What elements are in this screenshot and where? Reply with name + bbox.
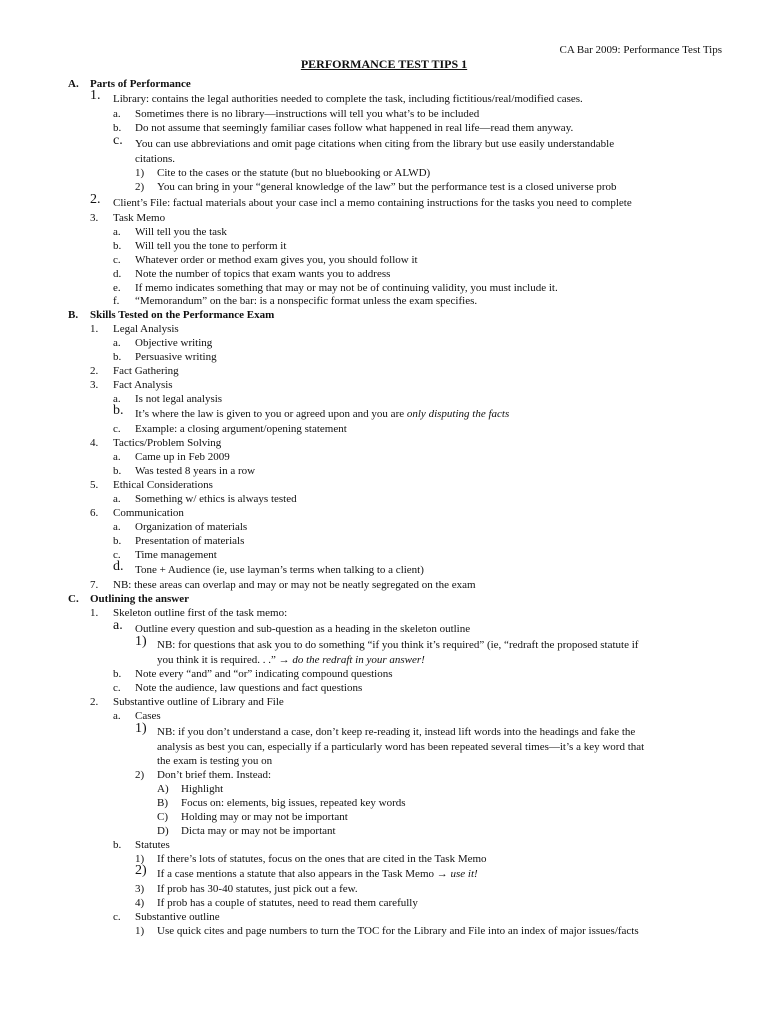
item-text <box>135 240 286 252</box>
item-text <box>135 254 418 266</box>
item-text <box>135 351 217 363</box>
item-text-plain: It’s where the law is given to you or agreed upon and you are <box>135 408 407 420</box>
item-marker: b. <box>113 122 122 134</box>
item-marker: 3. <box>90 212 99 224</box>
item-marker: c. <box>113 911 121 923</box>
item-text-plain: Note the number of topics that exam wants you to address <box>135 268 391 280</box>
item-text-italic: only disputing the facts <box>406 408 510 420</box>
item-marker: c. <box>113 682 121 694</box>
item-text-plain: “Memorandum” on the bar: is a nonspecific format unless the exam specifies. <box>135 295 478 307</box>
item-text-plain: If memo indicates something that may or may not be of continuing validity, you must include it. <box>135 282 558 294</box>
item-text <box>113 197 632 209</box>
item-text-plain: Whatever order or method exam gives you, you should follow it <box>135 254 418 266</box>
item-text <box>157 726 635 738</box>
item-text <box>113 365 179 377</box>
item-marker: b. <box>113 839 122 851</box>
item-marker: 1. <box>90 323 99 335</box>
item-text-plain: Organization of materials <box>135 521 248 533</box>
item-text <box>135 122 573 134</box>
item-text-plain: Dicta may or may not be important <box>181 825 336 837</box>
item-text-plain: Legal Analysis <box>113 323 179 335</box>
item-text <box>113 579 476 591</box>
item-text-plain: Parts of Performance <box>90 78 191 90</box>
item-text <box>135 549 217 561</box>
item-text-plain: You can use abbreviations and omit page citations when citing from the library but use easily understandable <box>135 138 615 150</box>
item-text <box>135 423 347 435</box>
item-text <box>135 268 390 280</box>
item-marker: 1) <box>135 634 147 649</box>
item-text <box>113 93 583 105</box>
item-marker: d. <box>113 559 124 574</box>
item-text-plain: Tactics/Problem Solving <box>113 437 222 449</box>
item-marker: 2) <box>135 769 145 781</box>
item-text-plain: Use quick cites and page numbers to turn the TOC for the Library and File into an index of major issues/facts <box>157 925 639 937</box>
item-text <box>135 138 614 150</box>
item-text <box>113 323 179 335</box>
item-text-plain: If there’s lots of statutes, focus on the ones that are cited in the Task Memo <box>157 853 487 865</box>
item-text-italic: do the redraft in your answer! <box>292 654 425 666</box>
item-text-plain: Will tell you the task <box>135 226 227 238</box>
item-marker: 5. <box>90 479 99 491</box>
item-marker: a. <box>113 493 121 505</box>
item-marker: 2) <box>135 181 145 193</box>
item-marker: a. <box>113 451 121 463</box>
item-text-plain: citations. <box>135 153 176 165</box>
item-text <box>135 668 393 680</box>
item-marker: 1) <box>135 925 145 937</box>
item-marker: a. <box>113 108 121 120</box>
item-marker: 2) <box>135 863 147 878</box>
item-marker: c. <box>113 549 121 561</box>
item-text <box>135 226 227 238</box>
item-text <box>181 825 336 837</box>
item-text-plain: Time management <box>135 549 217 561</box>
item-text <box>157 181 617 193</box>
item-text <box>157 639 638 651</box>
item-text <box>135 465 255 477</box>
item-marker: 1) <box>135 721 147 736</box>
item-text-plain: Sometimes there is no library—instructions will tell you what’s to be included <box>135 108 480 120</box>
item-marker: 2. <box>90 365 99 377</box>
item-text-plain: Is not legal analysis <box>135 393 223 405</box>
item-text <box>157 167 430 179</box>
item-text <box>135 839 170 851</box>
item-marker: b. <box>113 403 124 418</box>
item-text-plain: NB: for questions that ask you to do something “if you think it’s required” (ie, “redraft the proposed statute if <box>157 639 639 651</box>
item-text <box>157 897 418 909</box>
item-text-plain: Substantive outline of Library and File <box>113 696 284 708</box>
item-text <box>135 564 424 576</box>
item-text-plain: Cite to the cases or the statute (but no bluebooking or ALWD) <box>157 167 431 179</box>
item-marker: A. <box>68 78 79 90</box>
item-text <box>135 108 479 120</box>
item-text-plain: If prob has a couple of statutes, need to read them carefully <box>157 897 418 909</box>
item-text-plain: Focus on: elements, big issues, repeated key words <box>181 797 406 809</box>
item-text-plain: Note every “and” and “or” indicating compound questions <box>135 668 393 680</box>
item-marker: 3. <box>90 379 99 391</box>
item-marker: D) <box>157 825 169 837</box>
item-marker: d. <box>113 268 122 280</box>
item-marker: 4. <box>90 437 99 449</box>
item-text-plain: Outline every question and sub-question as a heading in the skeleton outline <box>135 623 471 635</box>
item-text <box>113 212 165 224</box>
item-text-plain: Highlight <box>181 783 224 795</box>
item-marker: c. <box>113 254 121 266</box>
item-marker: A) <box>157 783 169 795</box>
item-text <box>181 797 406 809</box>
item-text <box>135 451 230 463</box>
item-text-plain: Came up in Feb 2009 <box>135 451 230 463</box>
item-text-plain: Example: a closing argument/opening statement <box>135 423 347 435</box>
item-text-plain: the exam is testing you on <box>157 755 273 767</box>
item-text-plain: Note the audience, law questions and fact questions <box>135 682 363 694</box>
item-marker: 2. <box>90 696 99 708</box>
item-text-plain: Library: contains the legal authorities needed to complete the task, including fictitious/real/modified cases. <box>113 93 583 105</box>
item-text <box>157 883 358 895</box>
item-marker: 1. <box>90 607 99 619</box>
item-marker: B) <box>157 797 168 809</box>
item-text-plain: You can bring in your “general knowledge of the law” but the performance test is a closed universe prob <box>157 181 617 193</box>
item-text <box>135 282 558 294</box>
item-marker: b. <box>113 465 122 477</box>
item-text <box>90 593 189 605</box>
item-text <box>90 78 191 90</box>
item-marker: a. <box>113 618 123 633</box>
item-text-plain: Do not assume that seemingly familiar cases follow what happened in real life—read them anyway. <box>135 122 574 134</box>
item-text-plain: Was tested 8 years in a row <box>135 465 256 477</box>
item-marker: a. <box>113 521 121 533</box>
item-text-plain: Will tell you the tone to perform it <box>135 240 287 252</box>
item-text <box>135 911 220 923</box>
item-text-plain: Something w/ ethics is always tested <box>135 493 297 505</box>
document-title <box>0 57 768 72</box>
item-text <box>157 769 271 781</box>
item-text <box>90 309 274 321</box>
item-text <box>135 682 362 694</box>
item-marker: f. <box>113 295 120 307</box>
item-marker: 1. <box>90 88 101 103</box>
item-text-plain: Persuasive writing <box>135 351 217 363</box>
running-header: CA Bar 2009: Performance Test Tips <box>559 44 722 56</box>
item-marker: c. <box>113 133 123 148</box>
item-marker: C. <box>68 593 79 605</box>
item-text-plain: NB: these areas can overlap and may or may not be neatly segregated on the exam <box>113 579 476 591</box>
item-text <box>113 437 221 449</box>
item-text <box>157 654 425 666</box>
item-marker: 6. <box>90 507 99 519</box>
item-marker: a. <box>113 226 121 238</box>
item-text <box>135 295 477 307</box>
item-marker: b. <box>113 535 122 547</box>
item-marker: a. <box>113 337 121 349</box>
item-marker: c. <box>113 423 121 435</box>
item-text-italic: use it! <box>450 868 478 880</box>
item-text <box>135 153 175 165</box>
item-text <box>113 507 184 519</box>
item-text-plain: Skills Tested on the Performance Exam <box>90 309 275 321</box>
item-text-plain: Fact Analysis <box>113 379 173 391</box>
item-text-plain: Don’t brief them. Instead: <box>157 769 272 781</box>
item-text <box>135 535 244 547</box>
item-marker: B. <box>68 309 79 321</box>
item-text <box>113 607 287 619</box>
item-marker: e. <box>113 282 121 294</box>
item-text <box>157 925 639 937</box>
item-text-plain: Ethical Considerations <box>113 479 213 491</box>
item-text-plain: Fact Gathering <box>113 365 179 377</box>
item-marker: 2. <box>90 192 101 207</box>
item-text <box>135 521 247 533</box>
item-text-plain: you think it is required. . .” → <box>157 654 293 666</box>
item-marker: b. <box>113 351 122 363</box>
item-text-plain: NB: if you don’t understand a case, don’t keep re-reading it, instead lift words into the headings and fake the <box>157 726 636 738</box>
item-marker: b. <box>113 240 122 252</box>
item-marker: 1) <box>135 853 145 865</box>
item-text <box>113 696 284 708</box>
item-text <box>135 623 470 635</box>
item-text <box>157 741 644 753</box>
document-title-text: PERFORMANCE TEST TIPS 1 <box>300 57 468 71</box>
item-text <box>181 811 348 823</box>
item-text-plain: Communication <box>113 507 184 519</box>
item-text-plain: Objective writing <box>135 337 213 349</box>
item-text <box>113 379 173 391</box>
item-text <box>135 408 509 420</box>
item-text-plain: Holding may or may not be important <box>181 811 348 823</box>
item-text-plain: Substantive outline <box>135 911 220 923</box>
item-text <box>157 755 272 767</box>
item-text <box>135 337 212 349</box>
item-marker: b. <box>113 668 122 680</box>
item-text <box>113 479 213 491</box>
item-text-plain: Cases <box>135 710 161 722</box>
item-marker: a. <box>113 393 121 405</box>
item-text <box>135 493 297 505</box>
item-text <box>181 783 223 795</box>
item-marker: C) <box>157 811 168 823</box>
item-text-plain: Statutes <box>135 839 170 851</box>
item-text-plain: Task Memo <box>113 212 166 224</box>
item-text <box>135 393 222 405</box>
item-marker: 4) <box>135 897 145 909</box>
item-marker: a. <box>113 710 121 722</box>
item-text-plain: Client’s File: factual materials about your case incl a memo containing instructions for the tasks you need to complete <box>113 197 632 209</box>
item-text-plain: Outlining the answer <box>90 593 190 605</box>
item-marker: 3) <box>135 883 145 895</box>
item-text-plain: Skeleton outline first of the task memo: <box>113 607 288 619</box>
item-text-plain: If prob has 30-40 statutes, just pick out a few. <box>157 883 358 895</box>
item-marker: 1) <box>135 167 145 179</box>
item-text <box>157 853 487 865</box>
item-text <box>157 868 478 880</box>
item-text-plain: If a case mentions a statute that also appears in the Task Memo → <box>157 868 451 880</box>
item-marker: 7. <box>90 579 99 591</box>
item-text-plain: Presentation of materials <box>135 535 245 547</box>
item-text-plain: analysis as best you can, especially if a particularly word has been repeated several times—it’s a key word that <box>157 741 645 753</box>
item-text-plain: Tone + Audience (ie, use layman’s terms when talking to a client) <box>135 564 424 576</box>
